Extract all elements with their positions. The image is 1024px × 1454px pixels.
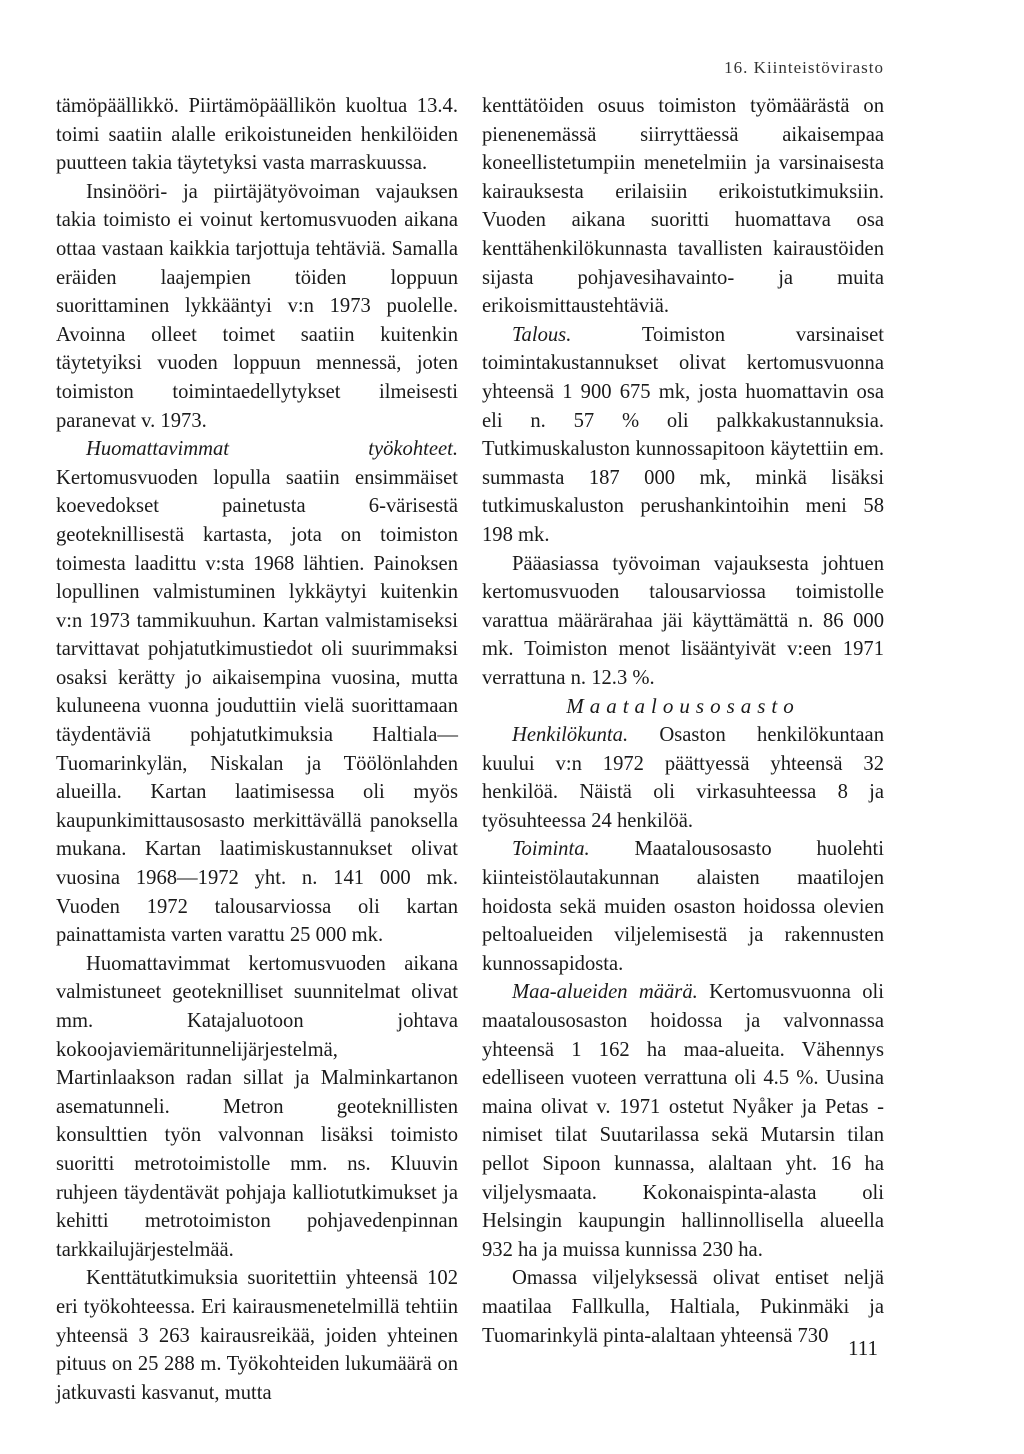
paragraph — [482, 835, 884, 978]
left-column — [56, 92, 458, 1407]
paragraph-body: Maatalousosasto huolehti kiinteistölautakunnan alaisten maatilojen hoidosta sekä muiden osaston hoidossa olevien peltoalueiden viljelemisestä ja rakennusten kunnossapidosta. — [482, 838, 884, 975]
paragraph-body: Osaston henkilökuntaan kuului v:n 1972 päättyessä yhteensä 32 henkilöä. Näistä oli virkasuhteessa 8 ja työsuhteessa 24 henkilöä. — [482, 724, 884, 832]
paragraph-lead: Toiminta. — [512, 838, 590, 861]
paragraph: Kenttätutkimuksia suoritettiin yhteensä 102 eri työkohteessa. Eri kairausmenetelmillä tehtiin yhteensä 3 263 kairausreikää, joiden yhteinen pituus on 25 288 m. Työkohteiden lukumäärä on jatkuvasti kasvanut, mutta — [56, 1267, 458, 1404]
paragraph — [56, 435, 458, 950]
running-head: 16. Kiinteistövirasto — [724, 58, 884, 77]
paragraph — [482, 321, 884, 550]
paragraph: Pääasiassa työvoiman vajauksesta johtuen kertomusvuoden talousarviossa toimistolle varattua määrärahaa jäi käyttämättä n. 86 000 mk. Toimiston menot lisääntyivät v:een 1971 verrattuna n. 12.3 %. — [482, 552, 884, 689]
right-column — [482, 92, 884, 1350]
paragraph — [482, 721, 884, 835]
paragraph: Omassa viljelyksessä olivat entiset neljä maatilaa Fallkulla, Haltiala, Pukinmäki ja Tuomarinkylä pinta-alaltaan yhteensä 730 — [482, 1267, 884, 1347]
paragraph-body: Kertomusvuonna oli maatalousosaston hoidossa ja valvonnassa yhteensä 1 162 ha maa-alueita. Vähennys edelliseen vuoteen verrattuna oli 4.5 %. Uusina maina olivat v. 1971 ostetut Nyåker ja Petas -nimiset tilat Suutarilassa sekä Mutarsin tilan pellot Sipoon kunnassa, alaltaan yht. 16 ha viljelysmaata. Kokonaispinta-alasta oli Helsingin kaupungin hallinnollisella alueella 932 ha ja muissa kunnissa 230 ha. — [482, 981, 884, 1261]
paragraph: tämöpäällikkö. Piirtämöpäällikön kuoltua 13.4. toimi saatiin alalle erikoistuneiden henkilöiden puutteen takia täytetyksi vasta marraskuussa. — [56, 95, 458, 175]
paragraph-body: Kertomusvuoden lopulla saatiin ensimmäiset koevedokset painetusta 6-värisestä geoteknillisestä kartasta, jota on toimiston toimesta laadittu v:sta 1968 lähtien. Painoksen lopullinen valmistuminen lykkäytyi kuitenkin v:n 1973 tammikuuhun. Kartan valmistamiseksi tarvittavat pohjatutkimustiedot oli suurimmaksi osaksi kerätty jo aikaisempina vuosina, mutta kuluneena vuonna jouduttiin vielä suorittamaan täydentäviä pohjatutkimuksia Haltiala—Tuomarinkylän, Niskalan ja Töölönlahden alueilla. Kartan laatimisessa oli myös kaupunkimittausosasto merkittävällä panoksella mukana. Kartan laatimiskustannukset olivat vuosina 1968—1972 yht. n. 141 000 mk. Vuoden 1972 talousarviossa oli kartan painattamista varten varattu 25 000 mk. — [56, 466, 458, 947]
paragraph — [482, 978, 884, 1264]
section-heading: Maatalousosasto — [566, 694, 800, 719]
paragraph-lead: Henkilökunta. — [512, 724, 629, 747]
page-number: 111 — [848, 1336, 878, 1360]
paragraph-lead: Huomattavimmat työkohteet. — [86, 438, 458, 461]
paragraph: kenttätöiden osuus toimiston työmäärästä on pienenemässä siirryttäessä aikaisempaa koneellistetumpiin menetelmiin ja varsinaisesta kairauksesta erilaisiin erikoistutkimuksiin. Vuoden aikana suoritti huomattava osa kenttähenkilökunnasta tavallisten kairaustöiden sijasta pohjavesihavainto- ja muita erikoismittaustehtäviä. — [482, 95, 884, 318]
paragraph: Insinööri- ja piirtäjätyövoiman vajauksen takia toimisto ei voinut kertomusvuoden aikana ottaa vastaan kaikkia tarjottuja tehtäviä. Samalla eräiden laajempien töiden loppuun suorittaminen lykkääntyi v:n 1973 puolelle. Avoinna olleet toimet saatiin kuitenkin täytetyiksi vuoden loppuun mennessä, joten toimiston toimintaedellytykset ilmeisesti paranevat v. 1973. — [56, 180, 458, 432]
paragraph-lead: Maa-alueiden määrä. — [512, 981, 698, 1004]
paragraph-body: Toimiston varsinaiset toimintakustannukset olivat kertomusvuonna yhteensä 1 900 675 mk, josta huomattavin osa eli n. 57 % oli palkkakustannuksia. Tutkimuskaluston kunnossapitoon käytettiin em. summasta 187 000 mk, minkä lisäksi tutkimuskaluston perushankintoihin meni 58 198 mk. — [482, 323, 884, 546]
paragraph: Huomattavimmat kertomusvuoden aikana valmistuneet geoteknilliset suunnitelmat olivat mm. Katajaluotoon johtava kokoojaviemäritunnelijärjestelmä, Martinlaakson radan sillat ja Malminkartanon asematunneli. Metron geoteknillisten konsulttien työn valvonnan lisäksi toimisto suoritti metrotoimistolle mm. ns. Kluuvin ruhjeen täydentävät pohjaja kalliotutkimukset ja kehitti metrotoimiston pohjavedenpinnan tarkkailujärjestelmää. — [56, 952, 458, 1261]
paragraph-lead: Talous. — [512, 323, 572, 346]
